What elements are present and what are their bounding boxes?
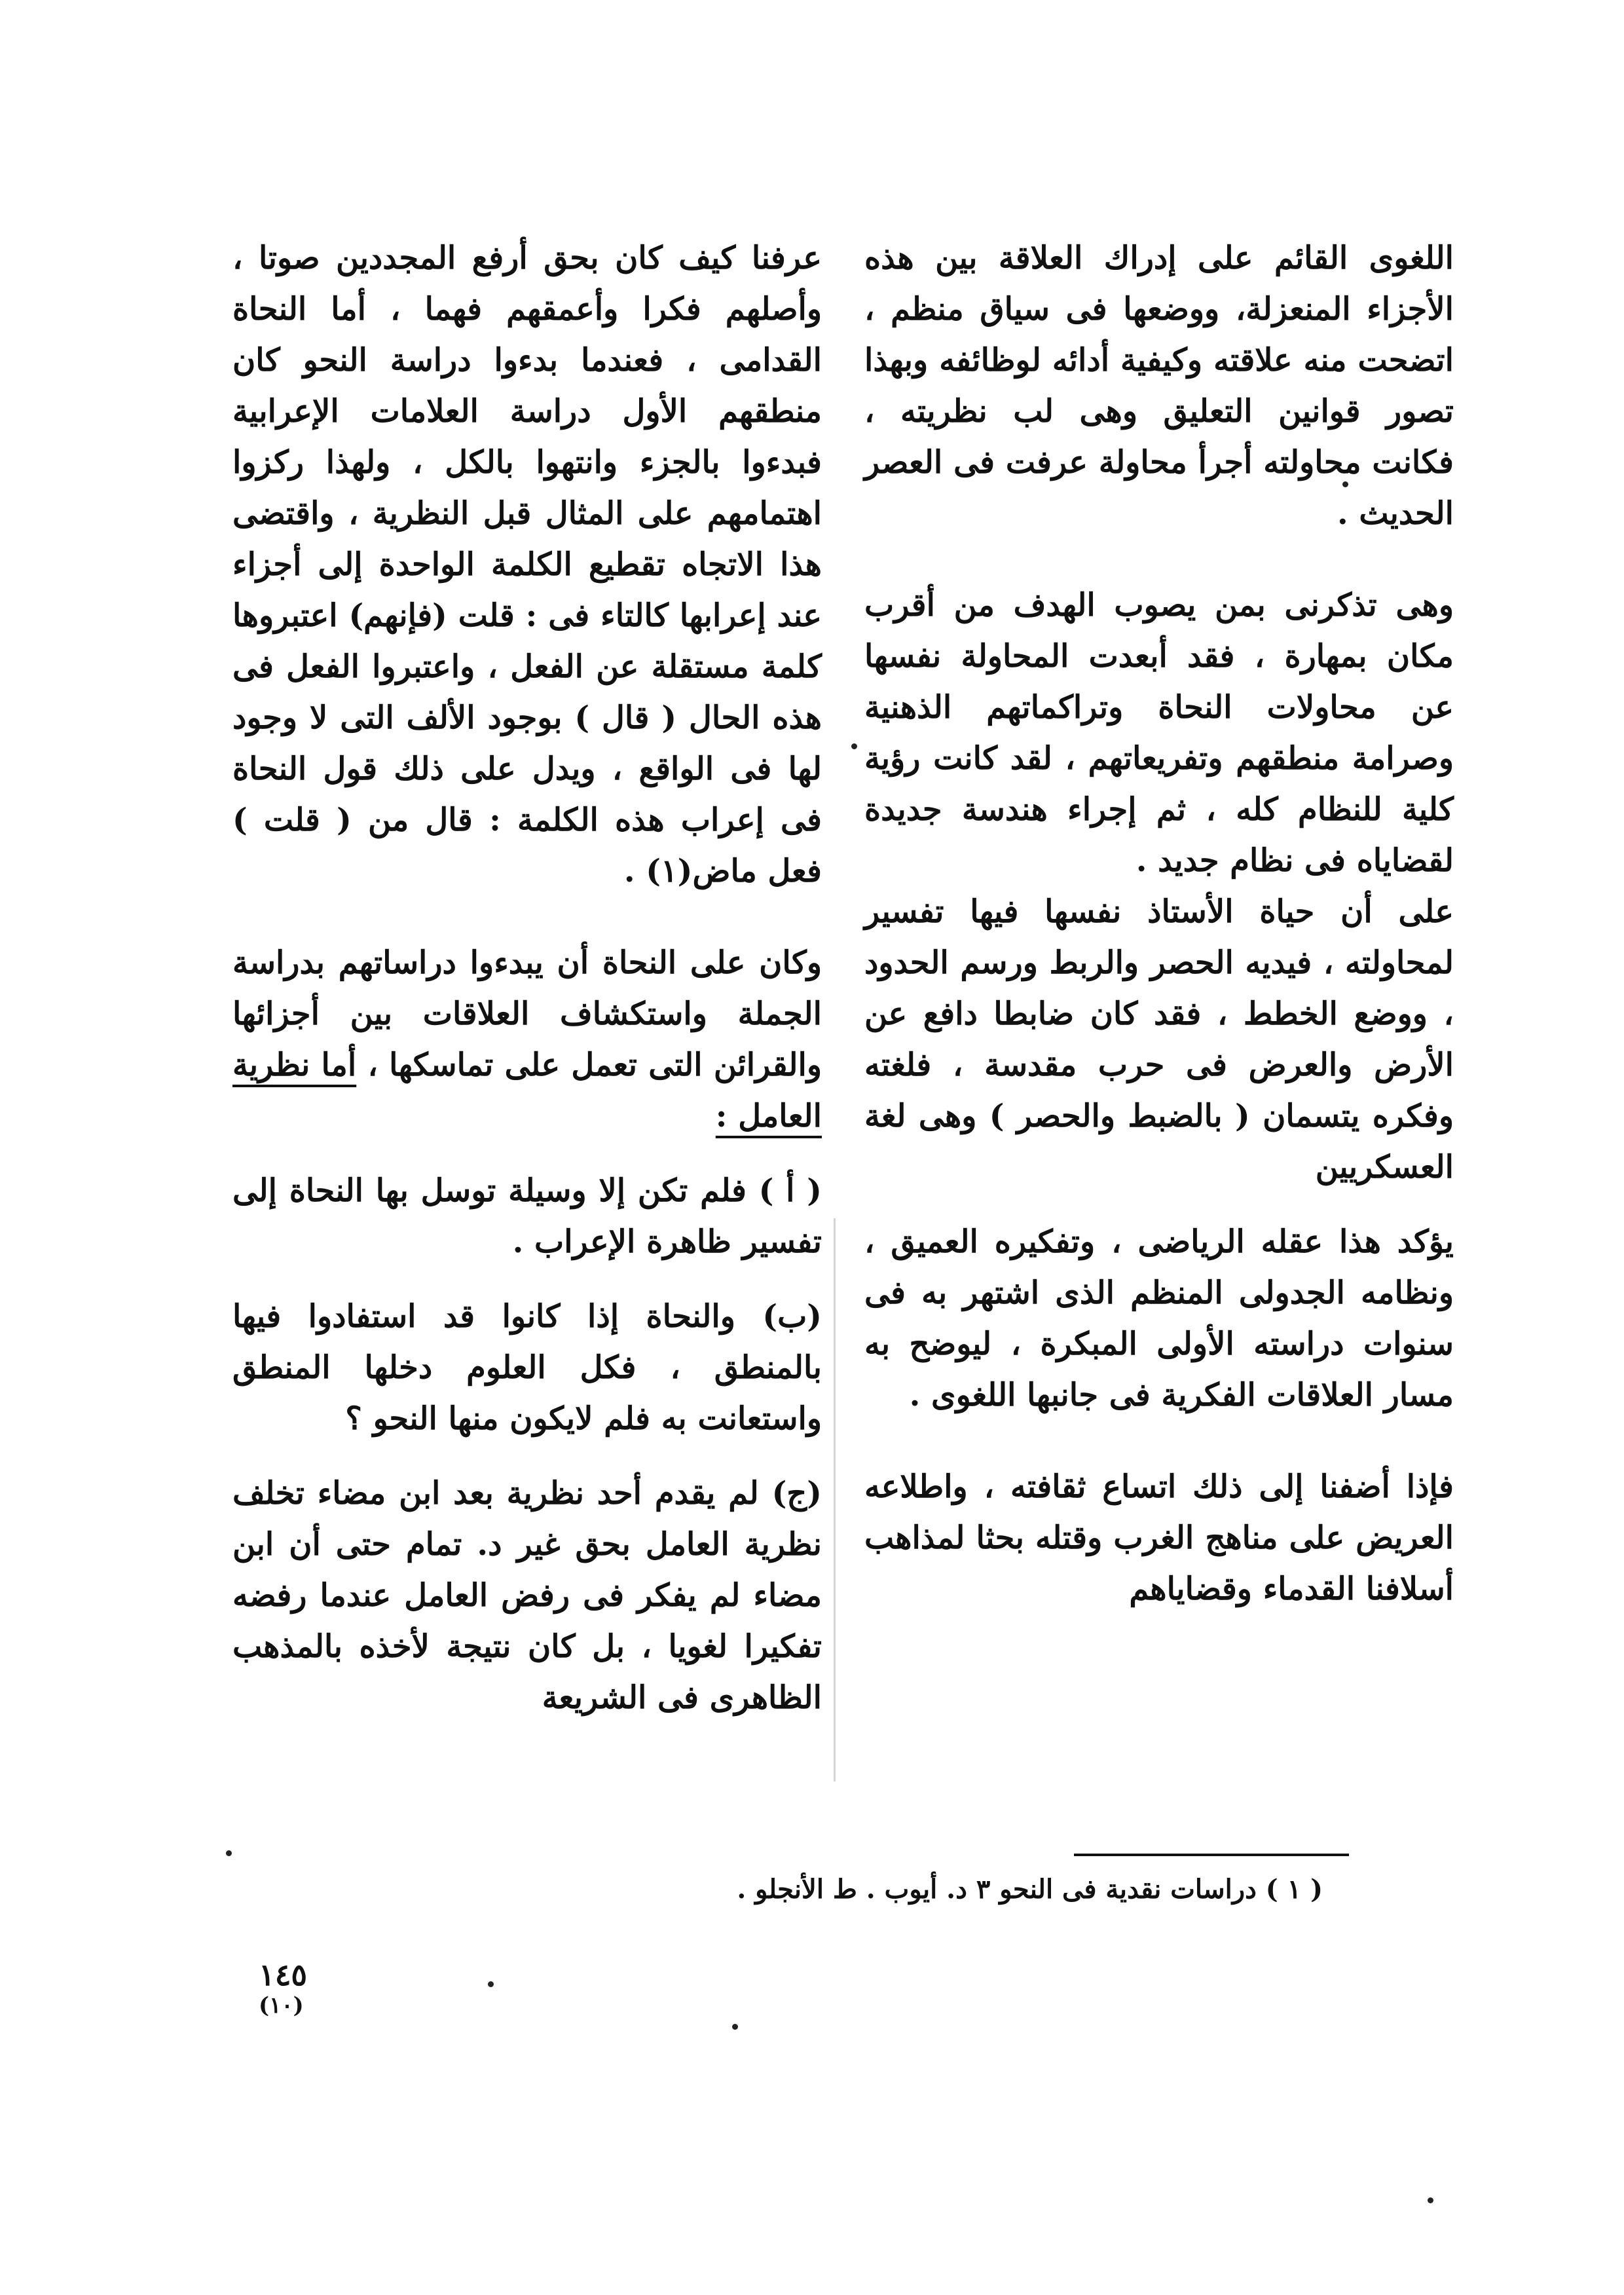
right-paragraph-2: وهى تذكرنى بمن يصوب الهدف من أقرب مكان بمهارة ، فقد أبعدت المحاولة نفسها عن محاولات النحاة وتراكماتهم الذهنية وصرامة منطقهم وتفريعاتهم ، لقد كانت رؤية كلية للنظام كله ، ثم إجراء هندسة جديدة لقضاياه فى نظام جديد . — [864, 587, 1454, 879]
page-number: ١٤٥ — [259, 1957, 308, 1992]
scan-speck — [488, 1981, 494, 1987]
right-paragraph-3: على أن حياة الأستاذ نفسها فيها تفسير لمحاولته ، فيديه الحصر والربط ورسم الحدود ، ووضع الخطط ، فقد كان ضابطا دافع عن الأرض والعرض فى حرب مقدسة ، فلغته وفكره يتسمان ( بالضبط والحصر ) وهى لغة العسكريين — [864, 893, 1454, 1185]
left-paragraph-4: (ب) والنحاة إذا كانوا قد استفادوا فيها بالمنطق ، فكل العلوم دخلها المنطق واستعانت به فلم لايكون منها النحو ؟ — [232, 1298, 822, 1437]
scan-speck — [226, 1850, 232, 1856]
left-paragraph-2 — [232, 937, 822, 1142]
right-text-column — [864, 233, 1454, 1614]
scan-speck — [1342, 481, 1348, 487]
left-paragraph-2-underlined: أما نظرية العامل : — [232, 1047, 822, 1134]
right-paragraph-4: يؤكد هذا عقله الرياضى ، وتفكيره العميق ، ونظامه الجدولى المنظم الذى اشتهر به فى سنوات دراسته الأولى المبكرة ، ليوضح به مسار العلاقات الفكرية فى جانبها اللغوى . — [864, 1223, 1454, 1413]
left-paragraph-5: (ج) لم يقدم أحد نظرية بعد ابن مضاء تخلف نظرية العامل بحق غير د. تمام حتى أن ابن مضاء لم يفكر فى رفض العامل عندما رفضه تفكيرا لغويا ، بل كان نتيجة لأخذه بالمذهب الظاهرى فى الشريعة — [232, 1475, 822, 1716]
scan-speck — [732, 2024, 738, 2030]
signature-number: (١٠) — [259, 1992, 304, 2019]
left-paragraph-1: عرفنا كيف كان بحق أرفع المجددين صوتا ، وأصلهم فكرا وأعمقهم فهما ، أما النحاة القدامى ، فعندما بدءوا دراسة النحو كان منطقهم الأول دراسة العلامات الإعرابية فبدءوا بالجزء وانتهوا بالكل ، ولهذا ركزوا اهتمامهم على المثال قبل النظرية ، واقتضى هذا الاتجاه تقطيع الكلمة الواحدة إلى أجزاء عند إعرابها كالتاء فى : قلت (فإنهم) اعتبروها كلمة مستقلة عن الفعل ، واعتبروا الفعل فى هذه الحال ( قال ) بوجود الألف التى لا وجود لها فى الواقع ، ويدل على ذلك قول النحاة فى إعراب هذه الكلمة : قال من ( قلت ) فعل ماض(١) . — [232, 240, 822, 889]
scan-speck — [1428, 2197, 1433, 2203]
left-text-column — [232, 233, 822, 1723]
left-paragraph-2-text: وكان على النحاة أن يبدءوا دراساتهم بدراسة الجملة واستكشاف العلاقات بين أجزائها والقرائن التى تعمل على تماسكها ، — [232, 944, 822, 1083]
left-paragraph-3: ( أ ) فلم تكن إلا وسيلة توسل بها النحاة إلى تفسير ظاهرة الإعراب . — [232, 1172, 822, 1260]
footnote: ( ١ ) دراسات نقدية فى النحو ٣ د. أيوب . ط الأنجلو . — [737, 1874, 1323, 1905]
scan-speck — [851, 743, 857, 749]
right-paragraph-1: اللغوى القائم على إدراك العلاقة بين هذه الأجزاء المنعزلة، ووضعها فى سياق منظم ، اتضحت منه علاقته وكيفية أدائه لوظائفه وبهذا تصور قوانين التعليق وهى لب نظريته ، فكانت محاولته أجرأ محاولة عرفت فى العصر الحديث . — [864, 240, 1454, 532]
column-divider — [834, 1218, 836, 1782]
footnote-rule — [1074, 1854, 1349, 1856]
right-paragraph-5: فإذا أضفنا إلى ذلك اتساع ثقافته ، واطلاعه العريض على مناهج الغرب وقتله بحثا لمذاهب أسلافنا القدماء وقضاياهم — [864, 1468, 1454, 1607]
